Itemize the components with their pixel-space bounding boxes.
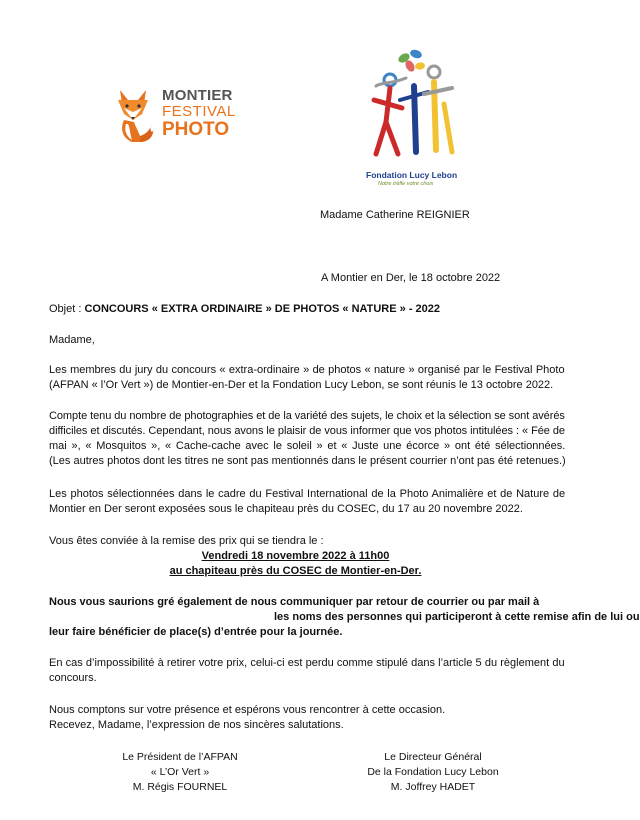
paragraph-line: Compte tenu du nombre de photographies et de la variété des sujets, le choix et la sélection se sont avérés xyxy=(49,410,565,422)
invite-date: Vendredi 18 novembre 2022 à 11h00 xyxy=(201,550,390,562)
signature-left-title: Le Président de l’AFPAN xyxy=(122,751,238,763)
subject-prefix: Objet : xyxy=(49,303,85,315)
place-date: A Montier en Der, le 18 octobre 2022 xyxy=(321,272,501,284)
paragraph-rules xyxy=(49,656,565,686)
subject-line xyxy=(49,302,440,317)
paragraph-exhibition xyxy=(49,487,565,517)
paragraph-line: Les photos sélectionnées dans le cadre du Festival International de la Photo Animalière et de Nature de xyxy=(49,488,566,500)
recipient-name: Madame Catherine REIGNIER xyxy=(320,209,470,221)
fondation-lucy-lebon-logo xyxy=(362,42,472,192)
signature-right-name: M. Joffrey HADET xyxy=(390,781,476,793)
request-line-2: les noms des personnes qui participeront à cette remise afin de lui ou xyxy=(274,611,640,623)
signature-right-title: Le Directeur Général xyxy=(384,751,482,763)
paragraph-line: concours. xyxy=(49,672,97,684)
fox-icon xyxy=(112,84,160,144)
invite-intro: Vous êtes conviée à la remise des prix qui se tiendra le : xyxy=(49,535,324,547)
paragraph-line: mai », « Mosquitos », « Cache-cache avec le soleil » et « Juste une écorce » ont été sélectionnées. xyxy=(49,440,566,452)
subject-text: CONCOURS « EXTRA ORDINAIRE » DE PHOTOS « NATURE » - 2022 xyxy=(84,303,441,315)
logo-word-festival: FESTIVAL xyxy=(162,103,236,120)
montier-festival-photo-logo xyxy=(112,84,252,144)
paragraph-line: (Les autres photos dont les titres ne sont pas mentionnés dans le présent courrier n’ont pas été retenues.) xyxy=(49,455,566,467)
closing-line-1: Nous comptons sur votre présence et espérons vous rencontrer à cette occasion. xyxy=(49,704,446,716)
paragraph-line: En cas d’impossibilité à retirer votre prix, celui-ci est perdu comme stipulé dans l’article 5 du règlement du xyxy=(49,657,565,669)
logo-word-montier: MONTIER xyxy=(162,87,233,104)
request-line-1: Nous vous saurions gré également de nous communiquer par retour de courrier ou par mail à xyxy=(49,596,540,608)
paragraph-line: (AFPAN « l’Or Vert ») de Montier-en-Der et la Fondation Lucy Lebon, se sont réunis le 13 octobre 2022. xyxy=(49,379,554,391)
signature-left xyxy=(95,750,265,795)
paragraph-line: Les membres du jury du concours « extra-ordinaire » de photos « nature » organisé par le Festival Photo xyxy=(49,364,565,376)
signature-left-org: « L’Or Vert » xyxy=(150,766,210,778)
closing-line-2: Recevez, Madame, l’expression de nos sincères salutations. xyxy=(49,719,344,731)
foundation-name: Fondation Lucy Lebon xyxy=(366,170,458,180)
logo-word-photo: PHOTO xyxy=(162,119,230,140)
stick-figures-icon xyxy=(362,42,472,172)
request-line-3: leur faire bénéficier de place(s) d’entrée pour la journée. xyxy=(49,626,343,638)
signature-right-org: De la Fondation Lucy Lebon xyxy=(367,766,499,778)
signature-right xyxy=(348,750,518,795)
paragraph-line: Montier en Der seront exposées sous le chapiteau près du COSEC, du 17 au 20 novembre 2022. xyxy=(49,503,523,515)
foundation-tagline: Notre trèfle votre choix xyxy=(378,181,434,187)
salutation: Madame, xyxy=(49,334,95,346)
paragraph-selection xyxy=(49,409,565,469)
invite-place: au chapiteau près du COSEC de Montier-en-Der. xyxy=(169,565,422,577)
paragraph-jury xyxy=(49,363,565,393)
paragraph-line: difficiles et discutés. Cependant, nous avons le plaisir de vous informer que vos photos intitulées : « Fée de xyxy=(49,425,565,437)
signature-left-name: M. Régis FOURNEL xyxy=(132,781,228,793)
